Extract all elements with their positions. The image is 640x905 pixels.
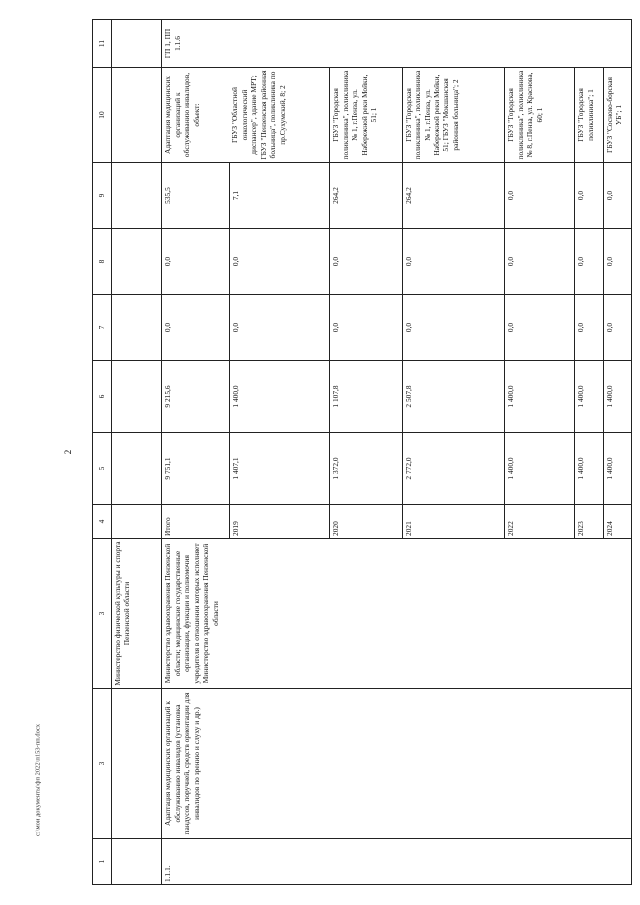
regional-cell: 1 400,0 xyxy=(603,361,631,433)
cell-empty xyxy=(112,505,162,539)
local-cell: 7,1 xyxy=(229,163,330,229)
note-cell: ГБУЗ "Городская поликлиника", поликлиника № 1, г.Пенза, ул. Набережной реки Мойки, 51; 1 xyxy=(330,68,402,163)
local-cell: 0,0 xyxy=(603,163,631,229)
regional-cell: 1 400,0 xyxy=(229,361,330,433)
federal-cell: 0,0 xyxy=(575,295,603,361)
year-cell: 2019 xyxy=(229,505,330,539)
cell-empty xyxy=(112,295,162,361)
header-col-7: 7 xyxy=(93,295,112,361)
federal-cell: 0,0 xyxy=(505,295,575,361)
continuation-row xyxy=(112,20,162,885)
federal-cell: 0,0 xyxy=(330,295,402,361)
cell-empty xyxy=(112,689,162,839)
rotated-table-wrapper xyxy=(92,20,632,885)
year-cell: 2022 xyxy=(505,505,575,539)
header-col-1: 1 xyxy=(93,839,112,885)
local-cell: 264,2 xyxy=(330,163,402,229)
other-cell: 0,0 xyxy=(162,229,230,295)
program-table xyxy=(92,19,632,885)
note-cell: ГБУЗ "Областной онкологический диспансер", здание МРТ; ГБУЗ "Пензенская районная больница", поликлиника по пр.Сухумский, 8; 2 xyxy=(229,68,330,163)
other-cell: 0,0 xyxy=(330,229,402,295)
total-cell: 1 400,0 xyxy=(603,433,631,505)
total-cell: 1 372,0 xyxy=(330,433,402,505)
total-cell: 9 751,1 xyxy=(162,433,230,505)
year-cell: 2023 xyxy=(575,505,603,539)
regional-cell: 1 107,8 xyxy=(330,361,402,433)
federal-cell: 0,0 xyxy=(229,295,330,361)
header-row xyxy=(93,20,112,885)
cell-empty xyxy=(112,839,162,885)
cell-empty xyxy=(112,68,162,163)
local-cell: 264,2 xyxy=(402,163,505,229)
year-cell: Итого xyxy=(162,505,230,539)
cell-empty xyxy=(112,229,162,295)
note-cell: ГБУЗ "Сосново-борская УБ"; 1 xyxy=(603,68,631,163)
table-row xyxy=(162,20,230,885)
federal-cell: 0,0 xyxy=(603,295,631,361)
note-cell: Адаптация медицинских организаций к обслуживанию инвалидов, объект: xyxy=(162,68,230,163)
other-cell: 0,0 xyxy=(575,229,603,295)
other-cell: 0,0 xyxy=(402,229,505,295)
header-col-6: 6 xyxy=(93,361,112,433)
page-number: 2 xyxy=(63,449,73,455)
indicators-cell: ГП 1, ПП 1.1.6 xyxy=(162,20,632,68)
local-cell: 0,0 xyxy=(505,163,575,229)
total-cell: 1 400,0 xyxy=(505,433,575,505)
federal-cell: 0,0 xyxy=(402,295,505,361)
header-col-10: 10 xyxy=(93,68,112,163)
header-col-8: 8 xyxy=(93,229,112,295)
note-cell: ГБУЗ "Городская поликлиника", поликлиника № 1, г.Пенза, ул. Набережной реки Мойки, 51; ГБУЗ "Мокшанская районная больница"; 2 xyxy=(402,68,505,163)
item-number: 1.1.1. xyxy=(162,839,632,885)
footer-file-path: c:\мои документы\фп 2022\п153-пп.docx xyxy=(34,724,42,836)
year-cell: 2021 xyxy=(402,505,505,539)
cell-empty xyxy=(112,361,162,433)
cell-empty xyxy=(112,163,162,229)
year-cell: 2024 xyxy=(603,505,631,539)
local-cell: 535,5 xyxy=(162,163,230,229)
other-cell: 0,0 xyxy=(229,229,330,295)
executor-cell: Министерство физической культуры и спорта Пензенской области xyxy=(112,539,162,689)
year-cell: 2020 xyxy=(330,505,402,539)
local-cell: 0,0 xyxy=(575,163,603,229)
total-cell: 1 400,0 xyxy=(575,433,603,505)
federal-cell: 0,0 xyxy=(162,295,230,361)
item-executor: Министерство здравоохранения Пензенской области; медицинские государственные организации, функции и полномочия учредителя в отношении которых исполняет Министерство здравоохранения Пензенской области xyxy=(162,539,632,689)
note-cell: ГБУЗ "Городская поликлиника", поликлиника № 8, г.Пенза, ул. Краснова, 60; 1 xyxy=(505,68,575,163)
header-col-3: 3 xyxy=(93,539,112,689)
regional-cell: 2 507,8 xyxy=(402,361,505,433)
header-col-2: 3 xyxy=(93,689,112,839)
other-cell: 0,0 xyxy=(603,229,631,295)
total-cell: 1 407,1 xyxy=(229,433,330,505)
total-cell: 2 772,0 xyxy=(402,433,505,505)
cell-empty xyxy=(112,20,162,68)
cell-empty xyxy=(112,433,162,505)
header-col-4: 4 xyxy=(93,505,112,539)
note-cell: ГБУЗ "Городская поликлиника"; 1 xyxy=(575,68,603,163)
header-col-9: 9 xyxy=(93,163,112,229)
regional-cell: 1 400,0 xyxy=(505,361,575,433)
item-name: Адаптация медицинских организаций к обслуживанию инвалидов (установка пандусов, поручней, средств ориентации для инвалидов по зрению и слуху и др.) xyxy=(162,689,632,839)
header-col-11: 11 xyxy=(93,20,112,68)
regional-cell: 9 215,6 xyxy=(162,361,230,433)
regional-cell: 1 400,0 xyxy=(575,361,603,433)
other-cell: 0,0 xyxy=(505,229,575,295)
header-col-5: 5 xyxy=(93,433,112,505)
